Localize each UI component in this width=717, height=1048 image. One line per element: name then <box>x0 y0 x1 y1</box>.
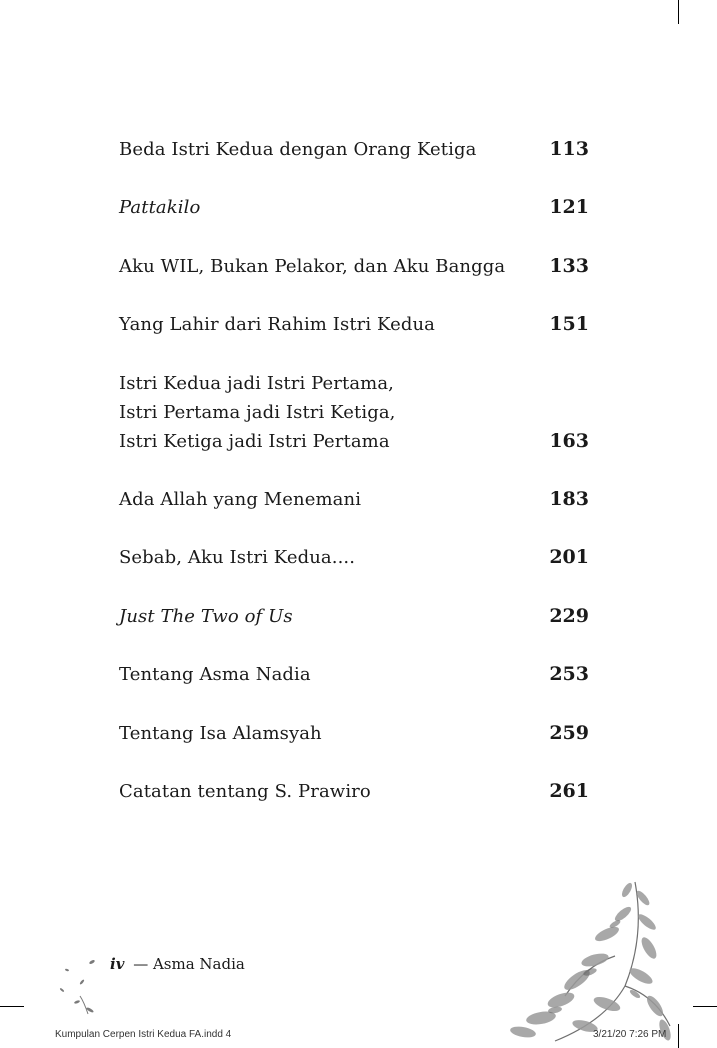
toc-entry-page: 113 <box>549 138 589 160</box>
toc-entry-title <box>119 660 589 689</box>
running-author: — Asma Nadia <box>133 955 245 973</box>
toc-entry <box>119 135 589 164</box>
toc-entry-title-line: Ada Allah yang Menemani <box>119 489 362 510</box>
leaf-branch-icon <box>495 876 685 1046</box>
toc-entry-title-line: Istri Kedua jadi Istri Pertama, <box>119 372 394 394</box>
toc-entry-title-line: Sebab, Aku Istri Kedua.... <box>119 547 356 569</box>
page-number: iv <box>110 955 125 973</box>
toc-entry-title-line: Just The Two of Us <box>119 605 293 627</box>
print-slug-datetime: 3/21/20 7:26 PM <box>593 1029 667 1040</box>
toc-entry-title-line: Istri Ketiga jadi Istri Pertama <box>119 430 390 452</box>
toc-entry-title <box>119 543 589 572</box>
crop-mark-top-right <box>678 0 679 24</box>
toc-entry-page: 229 <box>549 604 589 627</box>
toc-entry-page: 183 <box>549 488 589 510</box>
toc-entry-title-line: Yang Lahir dari Rahim Istri Kedua <box>119 314 436 336</box>
print-slug-file: Kumpulan Cerpen Istri Kedua FA.indd 4 <box>55 1029 232 1040</box>
toc-entry-title-line: Aku WIL, Bukan Pelakor, dan Aku Bangga <box>119 255 506 277</box>
toc-entry-page: 133 <box>549 254 589 277</box>
toc-entry-title <box>119 369 589 456</box>
toc-entry-page: 163 <box>549 429 589 452</box>
toc-entry-title <box>119 719 589 748</box>
toc-entry-page: 253 <box>549 663 589 686</box>
toc-entry-page: 201 <box>549 546 589 569</box>
toc-entry-title <box>119 135 589 164</box>
toc-entry <box>119 543 589 572</box>
toc-entry-title-line: Beda Istri Kedua dengan Orang Ketiga <box>119 139 477 160</box>
toc-entry-title-line: Tentang Asma Nadia <box>119 664 311 686</box>
toc-entry <box>119 660 589 689</box>
toc-entry-page: 261 <box>549 780 589 802</box>
toc-entry-title <box>119 310 589 339</box>
toc-entry <box>119 777 589 806</box>
toc-entry-title-line: Catatan tentang S. Prawiro <box>119 781 371 802</box>
toc-entry <box>119 719 589 748</box>
toc-entry-page: 151 <box>549 313 589 336</box>
toc-entry <box>119 193 589 222</box>
page-folio <box>110 955 245 973</box>
toc-entry-title-line: Istri Pertama jadi Istri Ketiga, <box>119 401 396 423</box>
toc-entry-title-line: Tentang Isa Alamsyah <box>119 722 322 744</box>
toc-entry-title <box>119 252 589 281</box>
toc-entry-title <box>119 485 589 514</box>
scattered-leaf-icon <box>52 952 125 1022</box>
toc-entry-title-line: Pattakilo <box>119 197 201 219</box>
toc-entry <box>119 252 589 281</box>
toc-entry <box>119 310 589 339</box>
toc-entry-title <box>119 602 589 631</box>
toc-entry-title <box>119 193 589 222</box>
toc-entry <box>119 602 589 631</box>
toc-entry <box>119 369 589 456</box>
toc-entry-title <box>119 777 589 806</box>
crop-mark-right <box>693 1006 717 1007</box>
crop-mark-left <box>0 1006 24 1007</box>
toc-entry-page: 259 <box>549 721 589 744</box>
toc-entry <box>119 485 589 514</box>
toc-entry-page: 121 <box>549 196 589 219</box>
